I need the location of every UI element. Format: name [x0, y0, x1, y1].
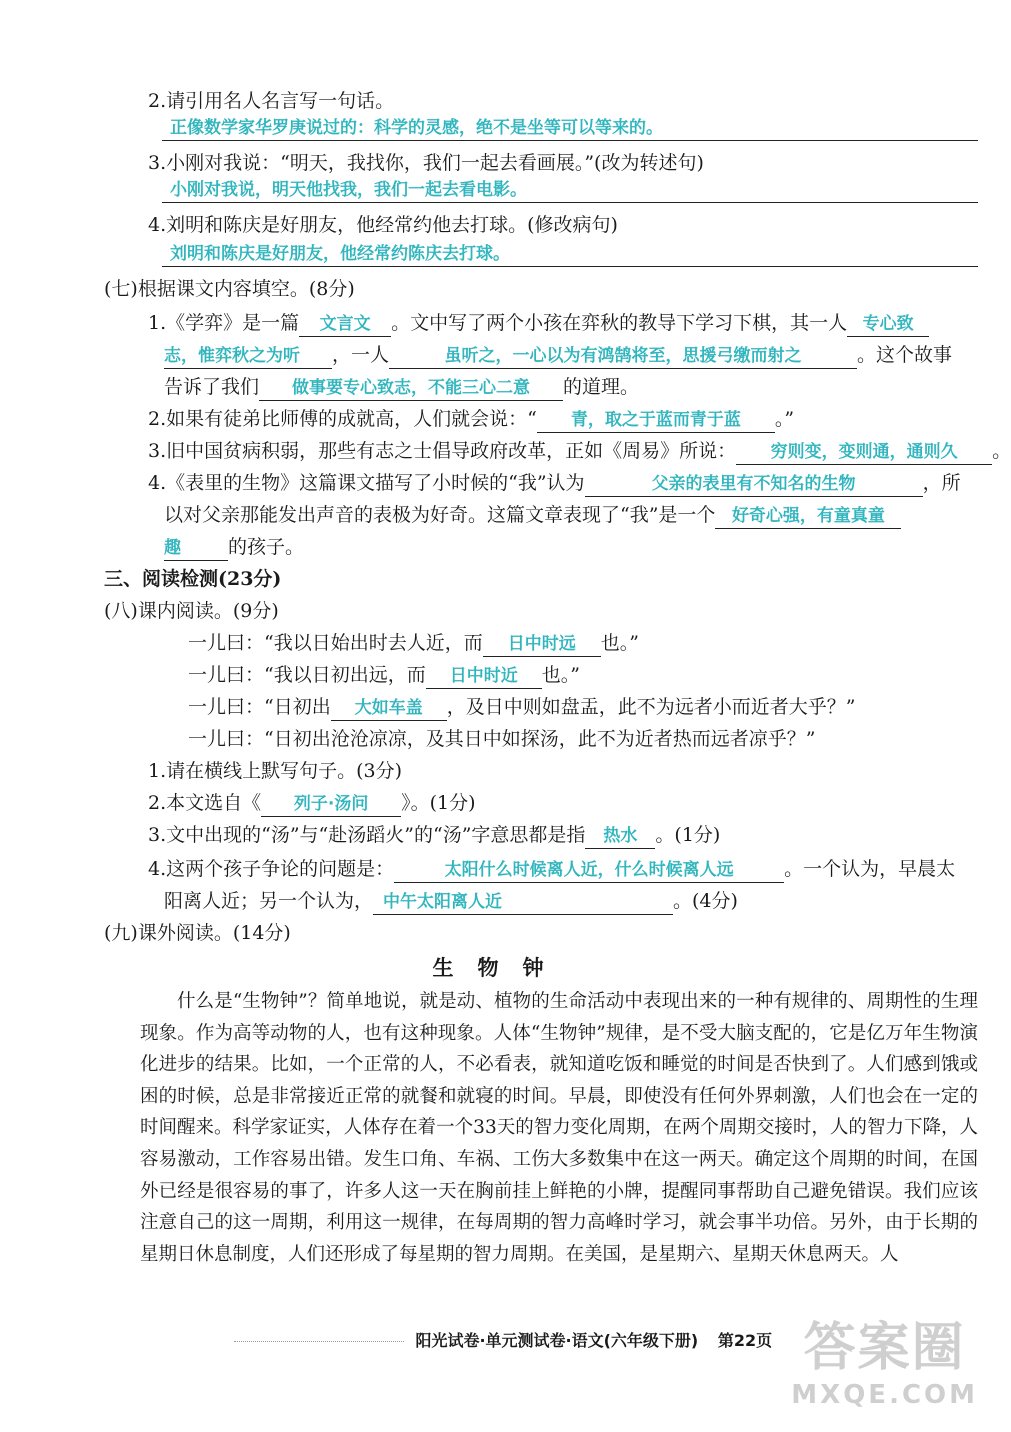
- s8-question-2: [148, 790, 476, 817]
- question-2-prompt: 2.请引用名人名言写一句话。: [148, 90, 395, 112]
- text: 阳离人近；另一个认为，: [164, 890, 374, 912]
- text: ，及日中则如盘盂，此不为远者小而近者大乎？”: [446, 696, 856, 718]
- section-3-heading: 三、阅读检测(23分): [104, 568, 282, 590]
- section-8-heading: (八)课内阅读。(9分): [104, 600, 279, 622]
- text: ，一人: [332, 344, 390, 366]
- answer-q4: 刘明和陈庆是好朋友，他经常约陈庆去打球。: [170, 244, 510, 264]
- text: 4.这两个孩子争论的问题是：: [148, 858, 395, 880]
- answer-blank: 父亲的表里有不知名的生物: [585, 472, 923, 497]
- text: 3.旧中国贫病积弱，那些有志之士倡导政府改革，正如《周易》所说：: [148, 440, 737, 462]
- text: 以对父亲那能发出声音的表极为好奇。这篇文章表现了“我”是一个: [164, 504, 716, 526]
- text: 一儿曰：“日初出: [188, 696, 331, 718]
- answer-blank: 穷则变，变则通，通则久: [736, 440, 992, 465]
- text: 也。”: [541, 664, 580, 686]
- text: 。文中写了两个小孩在弈秋的教导下学习下棋，其一人: [391, 312, 848, 334]
- answer-blank: 太阳什么时候离人近，什么时候离人远: [394, 858, 784, 883]
- s8-question-4-line-2: [164, 888, 738, 915]
- s8-text-line-3: [188, 694, 855, 721]
- answer-line-q2: [162, 114, 978, 141]
- s8-question-4-line-1: [148, 856, 955, 883]
- passage-title: 生物钟: [432, 956, 568, 980]
- s8-question-3: [148, 822, 720, 849]
- text: 。这个故事: [857, 344, 953, 366]
- text: 也。”: [600, 632, 639, 654]
- text: 的孩子。: [228, 536, 305, 558]
- s8-text-line-2: [188, 662, 580, 689]
- answer-blank: 青，取之于蓝而青于蓝: [537, 408, 775, 433]
- page-number: 第22页: [717, 1331, 773, 1350]
- section-9-heading: (九)课外阅读。(14分): [104, 922, 291, 944]
- answer-blank: 中午太阳离人近: [373, 890, 673, 915]
- text: 1.《学弈》是一篇: [148, 312, 300, 334]
- text: 。一个认为，早晨太: [784, 858, 956, 880]
- text: 一儿曰：“我以日初出远，而: [188, 664, 426, 686]
- s7-item-3: [148, 438, 1011, 465]
- text: 。(4分): [673, 890, 738, 912]
- answer-blank: 列子·汤问: [261, 792, 401, 817]
- section-7-heading: (七)根据课文内容填空。(8分): [104, 278, 355, 300]
- s8-text-line-4: 一儿曰：“日初出沧沧凉凉，及其日中如探汤，此不为近者热而远者凉乎？”: [188, 728, 816, 750]
- answer-blank: 趣: [164, 536, 228, 561]
- watermark-url: MXQE.COM: [791, 1380, 978, 1410]
- answer-line-q4: [162, 240, 978, 267]
- text: 3.文中出现的“汤”与“赴汤蹈火”的“汤”字意思都是指: [148, 824, 586, 846]
- answer-blank: 热水: [585, 824, 655, 849]
- text: 4.《表里的生物》这篇课文描写了小时候的“我”认为: [148, 472, 585, 494]
- text: 。”: [774, 408, 795, 430]
- answer-blank: 做事要专心致志，不能三心二意: [259, 376, 563, 401]
- answer-line-q3: [162, 176, 978, 203]
- answer-q2: 正像数学家华罗庚说过的：科学的灵感，绝不是坐等可以等来的。: [170, 118, 663, 138]
- question-3-prompt: 3.小刚对我说：“明天，我找你，我们一起去看画展。”(改为转述句): [148, 152, 704, 174]
- watermark-logo: [791, 1305, 978, 1410]
- answer-blank: 专心致: [847, 312, 929, 337]
- answer-blank: 虽听之，一心以为有鸿鹄将至，思援弓缴而射之: [389, 344, 857, 369]
- answer-blank: 好奇心强，有童真童: [715, 504, 901, 529]
- s8-text-line-1: [188, 630, 639, 657]
- footer-title: 阳光试卷·单元测试卷·语文(六年级下册): [415, 1331, 699, 1350]
- text: 》。(1分): [401, 792, 476, 814]
- s7-item-2: [148, 406, 794, 433]
- answer-q3: 小刚对我说，明天他找我，我们一起去看电影。: [170, 180, 527, 200]
- question-4-prompt: 4.刘明和陈庆是好朋友，他经常约他去打球。(修改病句): [148, 214, 618, 236]
- text: ，所: [922, 472, 961, 494]
- s7-item-4-line-1: [148, 470, 961, 497]
- answer-blank: 日中时远: [483, 632, 601, 657]
- s7-item-4-line-3: [164, 534, 304, 561]
- s7-item-1-line-3: [164, 374, 639, 401]
- text: 告诉了我们: [164, 376, 260, 398]
- text: 2.如果有徒弟比师傅的成就高，人们就会说：“: [148, 408, 537, 430]
- text: 的道理。: [563, 376, 640, 398]
- footer-dots: [234, 1341, 404, 1342]
- s8-question-1: 1.请在横线上默写句子。(3分): [148, 760, 403, 782]
- passage-paragraph: 什么是“生物钟”？简单地说，就是动、植物的生命活动中表现出来的一种有规律的、周期性的生理现象。作为高等动物的人，也有这种现象。人体“生物钟”规律，是不受大脑支配的，它是亿万年生物演化进步的结果。比如，一个正常的人，不必看表，就知道吃饭和睡觉的时间是否快到了。人们感到饿或困的时候，总是非常接近正常的就餐和就寝的时间。早晨，即使没有任何外界刺激，人们也会在一定的时间醒来。科学家证实，人体存在着一个33天的智力变化周期，在两个周期交接时，人的智力下降，人容易激动，工作容易出错。发生口角、车祸、工伤大多数集中在这一两天。确定这个周期的时间，在国外已经是很容易的事了，许多人这一天在胸前挂上鲜艳的小牌，提醒同事帮助自己避免错误。我们应该注意自己的这一周期，利用这一规律，在每周期的智力高峰时学习，就会事半功倍。另外，由于长期的星期日休息制度，人们还形成了每星期的智力周期。在美国，是星期六、星期天休息两天。人: [140, 991, 978, 1265]
- text: 2.本文选自《: [148, 792, 262, 814]
- answer-blank: 文言文: [299, 312, 391, 337]
- watermark-text: 答案圈: [803, 1318, 966, 1378]
- answer-blank: 大如车盖: [331, 696, 447, 721]
- text: 。: [992, 440, 1011, 462]
- s7-item-1-line-2: [164, 342, 952, 369]
- s7-item-1-line-1: [148, 310, 929, 337]
- answer-blank: 志，惟弈秋之为听: [164, 344, 332, 369]
- text: 。(1分): [655, 824, 721, 846]
- text: 一儿曰：“我以日始出时去人近，而: [188, 632, 483, 654]
- s7-item-4-line-2: [164, 502, 901, 529]
- answer-blank: 日中时近: [426, 664, 542, 689]
